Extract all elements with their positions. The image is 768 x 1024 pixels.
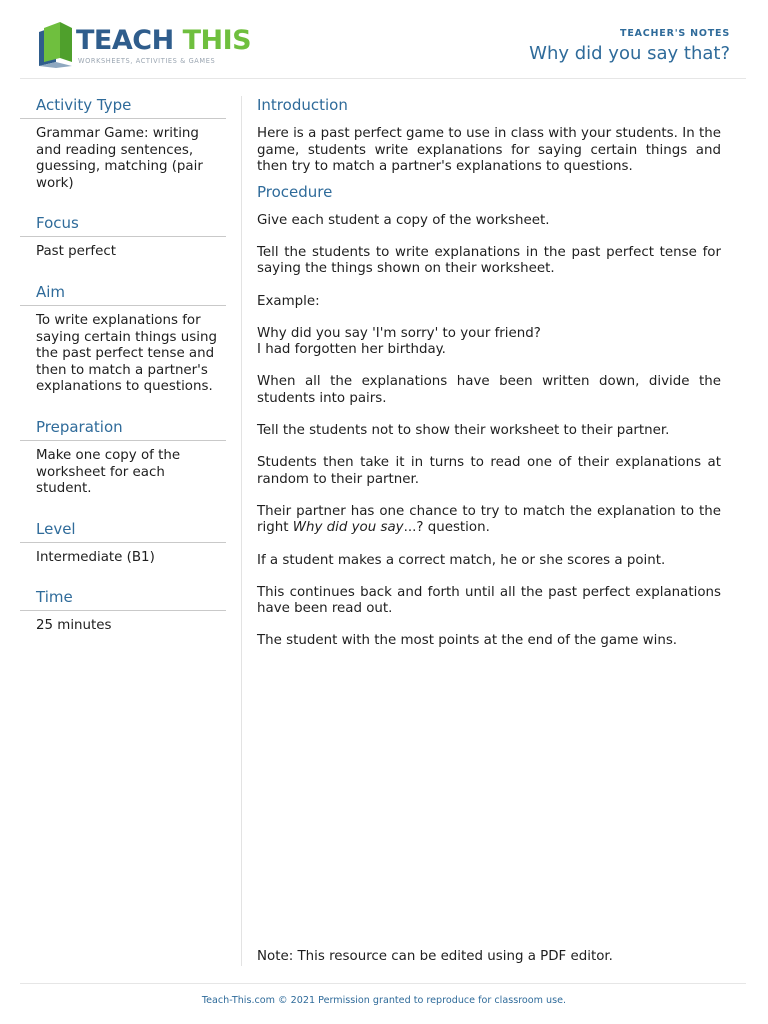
teachers-notes-label: TEACHER'S NOTES [620,28,730,39]
focus-section [20,213,226,261]
preparation-heading: Preparation [20,417,226,441]
procedure-step-2: Tell the students to write explanations in the past perfect tense for saying the things shown on their worksheet. [257,244,721,277]
level-text: Intermediate (B1) [36,549,155,565]
level-section [20,519,226,567]
procedure-step-1: Give each student a copy of the worksheet. [257,212,550,228]
logo-word-teach: TEACH [76,25,174,56]
example-block [257,326,721,359]
activity-type-heading: Activity Type [20,95,226,119]
aim-section [20,282,226,396]
info-sidebar [20,95,226,656]
focus-text: Past perfect [36,244,116,260]
procedure-step-4: Tell the students not to show their worksheet to their partner. [257,423,670,439]
procedure-step-9: The student with the most points at the end of the game wins. [257,633,678,649]
footer-divider [20,983,746,984]
preparation-text: Make one copy of the worksheet for each student. [36,447,181,497]
activity-type-section [20,95,226,192]
procedure-step-5: Students then take it in turns to read one of their explanations at random to their partner. [257,455,721,487]
document-title: Why did you say that? [529,43,730,64]
time-heading: Time [20,587,226,611]
time-section [20,587,226,635]
logo-word-this: THIS [182,25,252,56]
focus-heading: Focus [20,213,226,237]
preparation-section [20,417,226,498]
procedure-step-8: This continues back and forth until all the past perfect explanations have been read out. [257,584,721,617]
time-text: 25 minutes [36,618,112,634]
page-header [20,0,746,79]
procedure-step-6 [257,504,721,537]
activity-type-text: Grammar Game: writing and reading sentences, guessing, matching (pair work) [36,126,203,191]
aim-text: To write explanations for saying certain things using the past perfect tense and then to match a partner's explanations to questions. [36,312,217,395]
example-label: Example: [257,293,320,309]
introduction-heading: Introduction [257,96,348,114]
step-6-text-start: Their partner has one chance to try to match the explanation to the right [257,503,721,536]
book-logo-icon [36,22,76,68]
procedure-heading: Procedure [257,182,333,201]
logo-tagline: WORKSHEETS, ACTIVITIES & GAMES [78,57,216,65]
aim-heading: Aim [20,282,226,306]
procedure-step-7: If a student makes a correct match, he or she scores a point. [257,552,666,568]
teach-this-logo [36,22,252,70]
column-divider [241,96,242,966]
pdf-editor-note: Note: This resource can be edited using a PDF editor. [257,949,613,964]
level-heading: Level [20,519,226,543]
introduction-text: Here is a past perfect game to use in class with your students. In the game, students write explanations for saying certain things and then try to match a partner's explanations to questions. [257,126,721,175]
logo-wordmark [76,24,251,58]
copyright-footer: Teach-This.com © 2021 Permission granted to reproduce for classroom use. [201,995,567,1006]
example-answer: I had forgotten her birthday. [257,342,446,358]
step-6-text-end: ...? question. [403,520,490,536]
main-content [257,95,721,665]
example-question: Why did you say 'I'm sorry' to your friend? [257,325,541,341]
procedure-step-3: When all the explanations have been written down, divide the students into pairs. [257,374,721,406]
step-6-italic-phrase: Why did you say [292,520,404,536]
